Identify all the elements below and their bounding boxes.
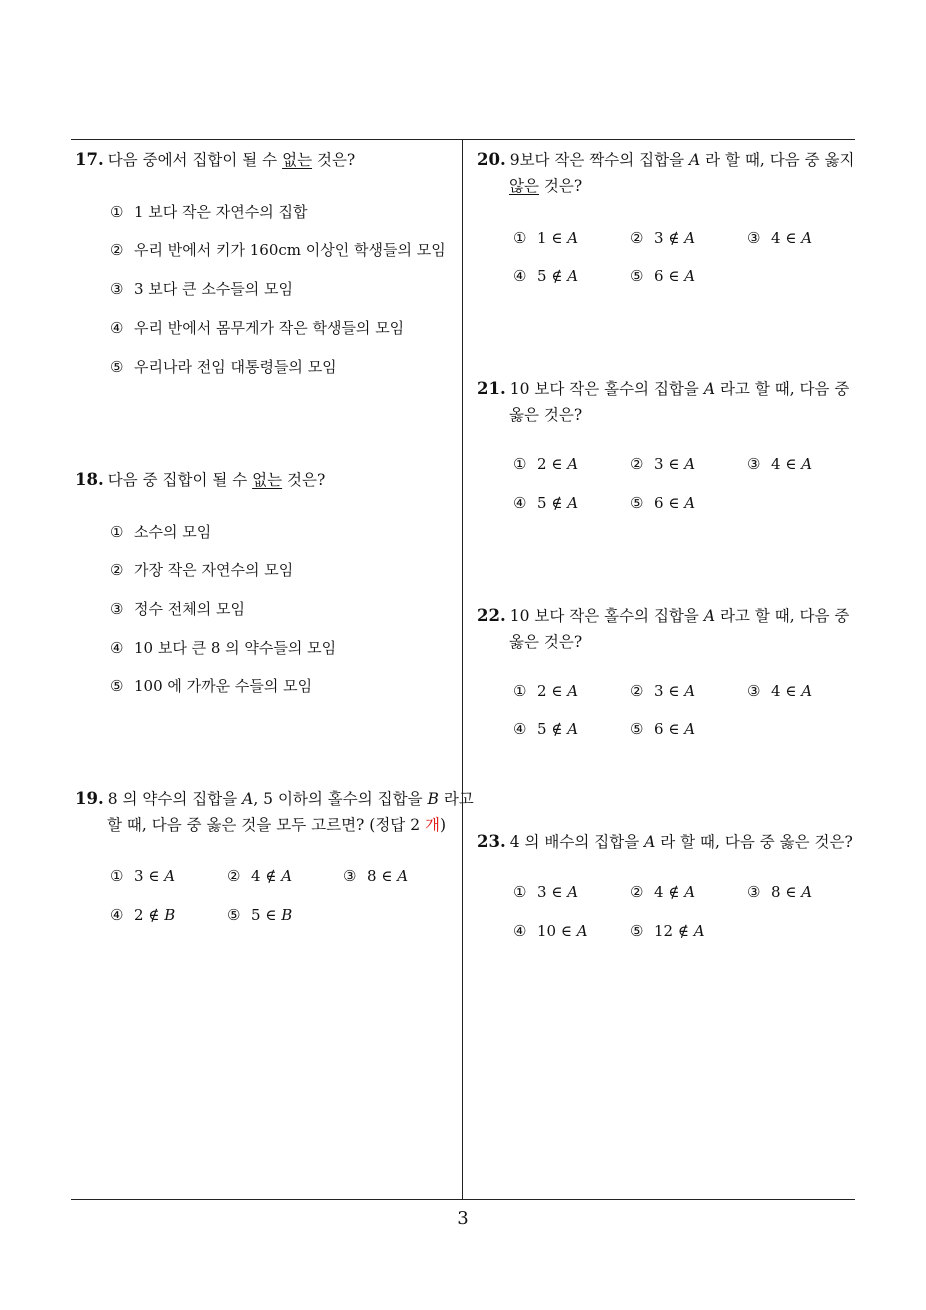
question-number: 17. [75,150,104,169]
q22-option-1[interactable] [513,681,578,701]
question-text: 라고 [438,790,474,808]
question-text: 라 할 때, 다음 중 옳지 [700,151,855,169]
option-text: 정수 전체의 모임 [134,600,245,618]
q21-option-3[interactable] [747,454,812,474]
underlined-word: 없는 [282,151,313,169]
question-text: 4 의 배수의 집합을 [509,833,645,851]
q21-option-2[interactable] [630,454,695,474]
question-number: 19. [75,789,104,808]
option-text: 우리나라 전임 대통령들의 모임 [134,358,337,376]
q20-option-4[interactable] [513,266,578,286]
option-marker: ② [630,229,644,247]
option-marker: ④ [513,922,527,940]
element-value: 4 [251,867,261,885]
set-variable: B [427,790,439,808]
question-text: 라 할 때, 다음 중 옳은 것은? [655,833,853,851]
q18-option-5[interactable] [110,676,312,696]
q20-option-5[interactable] [630,266,695,286]
option-text: 가장 작은 자연수의 모임 [134,561,294,579]
q23-option-4[interactable] [513,921,588,941]
set-variable: A [242,790,254,808]
relation-symbol: ∈ [551,883,563,901]
question-text: , 5 이하의 홀수의 집합을 [253,790,428,808]
set-variable: A [567,267,579,285]
set-variable: A [703,607,716,625]
relation-symbol: ∈ [148,867,160,885]
question-number: 18. [75,470,104,489]
question-text: 9보다 작은 짝수의 집합을 [509,151,690,169]
question-number: 21. [477,379,506,398]
option-text: 소수의 모임 [134,523,212,541]
question-text: 라고 할 때, 다음 중 [715,607,850,625]
q19-option-2[interactable] [227,866,292,886]
question-18-stem [75,467,325,493]
question-19-line-2 [75,812,474,838]
option-marker: ④ [513,720,527,738]
option-marker: ② [227,867,241,885]
q23-option-1[interactable] [513,882,578,902]
set-variable: A [801,455,813,473]
q17-option-3[interactable] [110,279,293,299]
relation-symbol: ∈ [551,455,563,473]
set-variable: A [689,151,701,169]
set-variable: A [567,494,579,512]
question-21-line-1 [477,376,849,402]
question-text: 10 보다 작은 홀수의 집합을 [509,607,704,625]
element-value: 4 [771,229,781,247]
question-text: 옳은 것은? [509,633,583,651]
question-text-end: 것은? [282,471,326,489]
element-value: 10 [537,922,557,940]
option-marker: ④ [513,267,527,285]
element-value: 3 [654,455,664,473]
option-text: 1 보다 작은 자연수의 집합 [134,203,308,221]
element-value: 3 [537,883,547,901]
question-text: 10 보다 작은 홀수의 집합을 [509,380,704,398]
set-variable: A [567,229,579,247]
question-18 [75,467,325,493]
question-text: 라고 할 때, 다음 중 [715,380,850,398]
question-text-end: 것은? [312,151,356,169]
highlighted-word: 개 [425,816,440,834]
question-text: 다음 중에서 집합이 될 수 [107,151,283,169]
question-20-line-1 [477,147,855,173]
set-variable: B [281,906,293,924]
set-variable: A [567,682,579,700]
q17-option-2[interactable] [110,240,446,260]
q19-option-4[interactable] [110,905,175,925]
relation-symbol: ∉ [668,229,680,247]
set-variable: A [801,682,813,700]
set-variable: A [164,867,176,885]
set-variable: A [684,455,696,473]
element-value: 4 [771,455,781,473]
relation-symbol: ∈ [551,682,563,700]
question-text: 할 때, 다음 중 옳은 것을 모두 고르면? (정답 2 [107,816,425,834]
q17-option-5[interactable] [110,357,337,377]
question-number: 22. [477,606,506,625]
relation-symbol: ∈ [668,494,680,512]
relation-symbol: ∈ [668,267,680,285]
question-17-stem [75,147,355,173]
set-variable: A [801,229,813,247]
question-22-line-1 [477,603,849,629]
set-variable: A [567,883,579,901]
relation-symbol: ∈ [785,455,797,473]
question-text: 것은? [538,177,583,195]
option-marker: ⑤ [110,358,124,376]
q20-option-2[interactable] [630,228,695,248]
element-value: 2 [537,455,547,473]
relation-symbol: ∉ [677,922,689,940]
option-marker: ② [630,682,644,700]
question-20-line-2 [477,173,855,199]
q22-option-2[interactable] [630,681,695,701]
element-value: 6 [654,267,664,285]
question-number: 23. [477,832,506,851]
element-value: 5 [537,494,547,512]
element-value: 6 [654,720,664,738]
relation-symbol: ∈ [551,229,563,247]
option-marker: ③ [747,883,761,901]
q19-option-5[interactable] [227,905,292,925]
set-variable: A [684,682,696,700]
relation-symbol: ∉ [551,267,563,285]
relation-symbol: ∈ [668,455,680,473]
relation-symbol: ∈ [560,922,572,940]
q18-option-2[interactable] [110,560,293,580]
set-variable: A [644,833,656,851]
page-number: 3 [457,1208,469,1229]
element-value: 2 [134,906,144,924]
q19-option-1[interactable] [110,866,175,886]
relation-symbol: ∉ [551,720,563,738]
option-marker: ③ [110,280,124,298]
question-19-line-1 [75,786,474,812]
option-marker: ① [110,867,124,885]
relation-symbol: ∉ [668,883,680,901]
element-value: 5 [251,906,261,924]
q18-option-3[interactable] [110,599,245,619]
set-variable: A [576,922,588,940]
top-rule [71,139,855,140]
option-marker: ② [630,455,644,473]
relation-symbol: ∈ [668,720,680,738]
relation-symbol: ∈ [668,682,680,700]
element-value: 12 [654,922,674,940]
q23-option-2[interactable] [630,882,695,902]
element-value: 5 [537,720,547,738]
set-variable: A [397,867,409,885]
element-value: 6 [654,494,664,512]
option-marker: ④ [110,319,124,337]
option-marker: ⑤ [630,922,644,940]
element-value: 4 [654,883,664,901]
element-value: 8 [367,867,377,885]
option-text: 우리 반에서 키가 160cm 이상인 학생들의 모임 [134,241,446,259]
underlined-word: 없는 [252,471,283,489]
q22-option-3[interactable] [747,681,812,701]
element-value: 1 [537,229,547,247]
option-marker: ② [630,883,644,901]
option-marker: ① [513,229,527,247]
option-marker: ③ [747,229,761,247]
set-variable: A [684,229,696,247]
option-marker: ① [513,682,527,700]
relation-symbol: ∈ [265,906,277,924]
q20-option-3[interactable] [747,228,812,248]
column-divider [462,139,463,1200]
set-variable: A [684,267,696,285]
option-marker: ④ [110,906,124,924]
option-marker: ⑤ [630,720,644,738]
q20-option-1[interactable] [513,228,578,248]
relation-symbol: ∈ [381,867,393,885]
relation-symbol: ∉ [551,494,563,512]
relation-symbol: ∈ [785,883,797,901]
option-marker: ⑤ [630,494,644,512]
question-22 [477,603,849,655]
element-value: 8 [771,883,781,901]
option-marker: ④ [110,639,124,657]
q21-option-1[interactable] [513,454,578,474]
q18-option-4[interactable] [110,638,336,658]
question-22-line-2 [477,629,849,655]
question-number: 20. [477,150,506,169]
element-value: 3 [654,682,664,700]
question-text: 다음 중 집합이 될 수 [107,471,253,489]
relation-symbol: ∈ [785,682,797,700]
question-23 [477,829,853,855]
relation-symbol: ∉ [265,867,277,885]
set-variable: A [281,867,293,885]
option-marker: ⑤ [630,267,644,285]
option-text: 10 보다 큰 8 의 약수들의 모임 [134,639,337,657]
set-variable: A [801,883,813,901]
option-marker: ③ [747,455,761,473]
question-text: ) [439,816,447,834]
set-variable: A [684,720,696,738]
question-21 [477,376,849,428]
q21-option-5[interactable] [630,493,695,513]
q22-option-5[interactable] [630,719,695,739]
element-value: 3 [654,229,664,247]
element-value: 3 [134,867,144,885]
q19-option-3[interactable] [343,866,408,886]
question-20 [477,147,855,199]
set-variable: A [567,720,579,738]
q17-option-1[interactable] [110,202,308,222]
option-marker: ② [110,241,124,259]
option-marker: ① [513,455,527,473]
question-23-stem [477,829,853,855]
option-marker: ③ [343,867,357,885]
option-marker: ② [110,561,124,579]
option-marker: ① [513,883,527,901]
relation-symbol: ∉ [148,906,160,924]
set-variable: A [684,883,696,901]
bottom-rule [71,1199,855,1200]
set-variable: A [567,455,579,473]
element-value: 5 [537,267,547,285]
q23-option-3[interactable] [747,882,812,902]
question-21-line-2 [477,402,849,428]
option-marker: ④ [513,494,527,512]
option-marker: ③ [110,600,124,618]
underlined-word: 않은 [509,177,539,195]
option-marker: ① [110,523,124,541]
q22-option-4[interactable] [513,719,578,739]
option-marker: ⑤ [110,677,124,695]
element-value: 4 [771,682,781,700]
q17-option-4[interactable] [110,318,404,338]
set-variable: A [703,380,716,398]
element-value: 2 [537,682,547,700]
set-variable: A [684,494,696,512]
option-marker: ⑤ [227,906,241,924]
q18-option-1[interactable] [110,522,211,542]
relation-symbol: ∈ [785,229,797,247]
option-text: 우리 반에서 몸무게가 작은 학생들의 모임 [134,319,405,337]
set-variable: A [693,922,705,940]
option-marker: ③ [747,682,761,700]
question-text: 옳은 것은? [509,406,583,424]
question-17 [75,147,355,173]
option-text: 100 에 가까운 수들의 모임 [134,677,313,695]
question-text: 8 의 약수의 집합을 [107,790,243,808]
option-marker: ① [110,203,124,221]
q23-option-5[interactable] [630,921,705,941]
q21-option-4[interactable] [513,493,578,513]
option-text: 3 보다 큰 소수들의 모임 [134,280,294,298]
set-variable: B [164,906,176,924]
question-19 [75,786,474,838]
